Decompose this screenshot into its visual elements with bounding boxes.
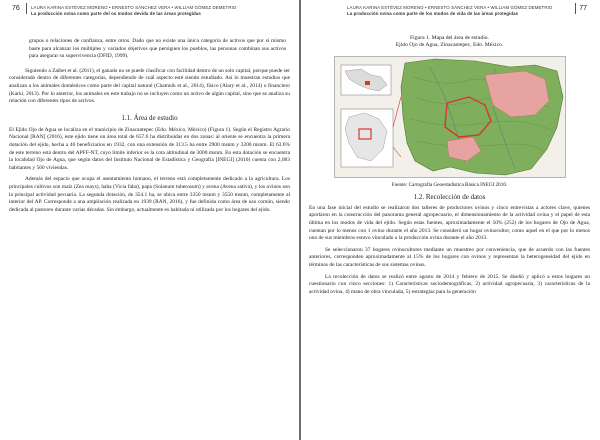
running-head	[347, 5, 552, 17]
paragraph: Además del espacio que ocupa el asentamiento humano, el terreno está completamente dedicado a la agricultura. Los principales cultivos son maíz (Zea mays), haba (Vicia faba), papa (Solanum tuberosum) y avena (Avena sativa), y los ovinos son la principal actividad pecuaria. La segunda dotación, de 354.1 ha, se ubica entre 3350 msnm y 3550 msnm, completamente al interior del AP. Corresponde a una ampliación realizada en 1939 (RAN, 2016), y fue definida como área de uso común, siendo dedicada al pastoreo durante varias décadas. Sin embargo, actualmente es habitada ni utilizada por los hogares del ejido.	[9, 176, 290, 213]
paragraph: La recolección de datos se realizó entre agosto de 2014 y febrero de 2015. Se diseñó y aplicó a estos hogares un cuestionario con cinco secciones: 1) Características sociodemográficas, 2) actividad agropecuaria, 3) características de la actividad ovina, 4) mano de obra vinculada, 5) estrategias para la generación	[309, 273, 590, 295]
section-heading: 1.2. Recolección de datos	[413, 192, 486, 201]
page-number: 77	[579, 5, 587, 12]
page-header	[309, 0, 590, 38]
figure-source: Fuente: Cartografía Geoestadística Básica INEGI 2010.	[391, 181, 508, 188]
left-page	[0, 0, 299, 440]
inset-connector	[393, 97, 401, 157]
inset-highlight	[365, 81, 370, 85]
spacer	[9, 61, 290, 68]
header-divider	[575, 3, 576, 14]
right-page	[301, 0, 600, 440]
map-graphic	[335, 57, 565, 177]
figure-subtitle: Ejido Ojo de Agua, Zinacantepec, Edo. México.	[395, 42, 504, 49]
paragraph: Se seleccionaron 37 hogares ovinocultores mediante un muestreo por conveniencia, que de acuerdo con las fuentes anteriores, corresponden aproximadamente al 15% de los hogares con ovinos y representan la heterogeneidad del ejido en términos de las características de sus sistemas ovinos.	[309, 246, 590, 268]
section-heading: 1.1. Área de estudio	[121, 113, 178, 122]
spacer	[9, 106, 290, 113]
header-divider	[26, 3, 27, 14]
paragraph: Siguiendo a Zaibet et al. (2011), el ganado no se puede clasificar con facilidad dentro de un solo capital, porque puede ser considerado dentro de diferentes categorías, dependiendo de cuál aspecto esté siendo estudiado. Así lo muestran estudios que analizan a los animales domésticos como parte del capital natural (Chamnik et al., 2014), físico (Alary et al., 2014) o financiero (Karki, 2013). Por lo anterior, los animales en este trabajo no se incluyen como un activo de algún capital, sino que se analiza su relación con diferentes tipos de activos.	[9, 67, 290, 105]
block-quote: grupos o relaciones de confianza, entre otros. Dado que no existe una única categoría de activos que por sí mismo baste para alcanzar los múltiples y variados objetivos que persiguen los pueblos, las personas combinan sus activos para asegurar su supervivencia (DFID, 1999).	[29, 38, 286, 60]
running-head-authors: LAURA KARINA ESTÉVEZ MORENO • ERNESTO SÁNCHEZ VERA • WILLIAM GÓMEZ DEMETRIO	[347, 5, 553, 10]
page-number: 76	[12, 5, 20, 12]
paragraph: El Ejido Ojo de Agua se localiza en el municipio de Zinacantepec (Edo. México, México) (Figura 1). Según el Registro Agrario Nacional [RAN] (2016), este ejido tiene un área total de 657.6 ha distribuidas en dos zonas: al oriente se encuentra la primera dotación del ejido, hecha a 46 beneficiarios en 1932, con una extensión de 313.5 ha entre 2900 msnm y 3200 msnm. El 63.6% de este terreno está dentro del APFF-NT, cuyo límite inferior es la cota altitudinal de 3000 msnm. En esta dotación se encuentra la localidad Ojo de Agua, que según datos del Instituto Nacional de Estadística y Geografía [INEGI] (2010) cuenta con 2,083 habitantes y 560 viviendas.	[9, 126, 290, 171]
paragraph: En una fase inicial del estudio se realizaron dos talleres de productores ovinos y cinco entrevistas a actores clave, quienes aportaron en la construcción del panorama general agropecuario, el dimensionamiento de la actividad ovina y el papel de esta última en los modos de vida del ejido. Según estas fuentes, aproximadamente el 50% (252) de los hogares de Ojo de Agua, cuentan por lo menos con 1 ovino durante el año 2013. Se consideró un hogar ovinocultor, como aquel en el que por lo menos uno de sus miembros estuvo vinculado a la producción ovina durante el año 2013.	[309, 204, 590, 242]
figure-title: Figura 1. Mapa del área de estudio.	[410, 35, 489, 41]
running-head-title: La producción ovina como parte de los modos de vida de las áreas protegidas	[347, 11, 519, 16]
running-head-authors: LAURA KARINA ESTÉVEZ MORENO • ERNESTO SÁNCHEZ VERA • WILLIAM GÓMEZ DEMETRIO	[31, 5, 237, 10]
page-header	[9, 0, 290, 38]
running-head-title: La producción ovina como parte del os modos devida de las áreas protegidas	[31, 11, 201, 16]
running-head	[31, 5, 236, 17]
study-area-map	[334, 56, 566, 178]
